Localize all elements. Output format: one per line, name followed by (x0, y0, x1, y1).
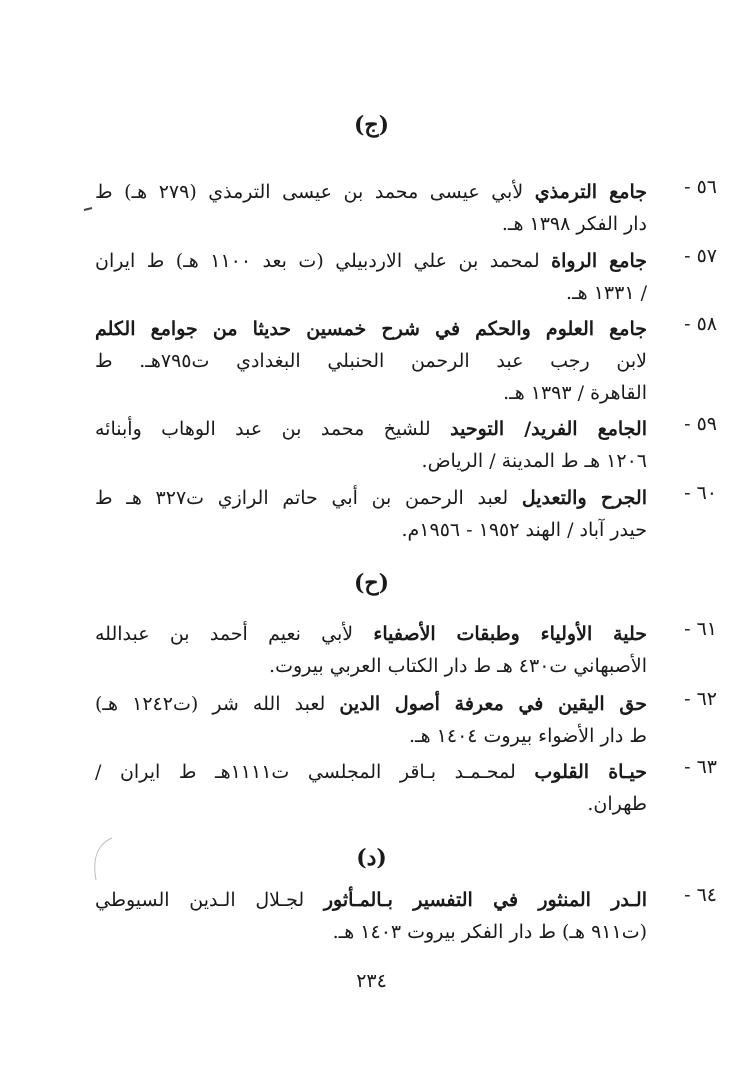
bibliography-entry-59 (95, 413, 717, 477)
entry-line: ١٢٠٦ هـ ط المدينة / الرياض. (421, 450, 647, 472)
entry-title: الـدر المنثور في التفسير بـالمـأثور (323, 889, 647, 911)
section-heading-jeem: (ج) (353, 112, 390, 138)
scan-smudge-mark (86, 834, 116, 884)
entry-number: ٦٤ - (684, 884, 717, 906)
entry-line: حيدر آباد / الهند ١٩٥٢ - ١٩٥٦م. (401, 519, 647, 541)
entry-text: لعبد الرحمن بن أبي حاتم الرازي ت٣٢٧ هـ ط (95, 487, 522, 509)
bibliography-entry-64 (95, 884, 717, 948)
bibliography-entry-60 (95, 482, 717, 546)
entry-line (95, 245, 647, 277)
entry-text: لعبد الله شر (ت١٢٤٢ هـ) (95, 693, 340, 715)
entry-line: دار الفكر ١٣٩٨ هـ. (501, 213, 647, 235)
entry-line: القاهرة / ١٣٩٣ هـ. (503, 382, 647, 404)
entry-line: طهران. (587, 793, 647, 815)
entry-number: ٥٦ - (684, 176, 717, 198)
entry-title: جامع العلوم والحكم في شرح خمسين حديثا من جوامع الكلم (95, 318, 647, 340)
scan-dot-mark (82, 200, 96, 214)
entry-text: لمحـمـد بـاقر المجلسي ت١١١١هـ ط ايران / (95, 761, 535, 783)
entry-line (95, 313, 647, 345)
bibliography-entry-61 (95, 618, 717, 682)
entry-line: الأصبهاني ت٤٣٠ هـ ط دار الكتاب العربي بيروت. (269, 655, 647, 677)
entry-title: جامع الرواة (551, 250, 647, 272)
entry-line: لابن رجب عبد الرحمن الحنبلي البغدادي ت٧٩٥هـ. ط (95, 350, 647, 372)
entry-number: ٥٧ - (684, 245, 717, 267)
entry-line: (ت٩١١ هـ) ط دار الفكر بيروت ١٤٠٣ هـ. (332, 921, 647, 943)
entry-number: ٦٣ - (684, 756, 717, 778)
entry-number: ٦٢ - (684, 688, 717, 710)
entry-number: ٦١ - (684, 618, 717, 640)
entry-text: لجـلال الـدين السيوطي (95, 889, 324, 911)
entry-line (95, 413, 647, 445)
entry-title: حق اليقين في معرفة أصول الدين (339, 693, 647, 715)
entry-line (95, 756, 647, 788)
bibliography-entry-56 (95, 176, 717, 240)
entry-number: ٥٨ - (684, 313, 717, 335)
entry-number: ٦٠ - (684, 482, 717, 504)
entry-line (95, 884, 647, 916)
bibliography-entry-62 (95, 688, 717, 752)
bibliography-entry-58 (95, 313, 717, 409)
bibliography-entry-57 (95, 245, 717, 309)
entry-title: حيـاة القلوب (534, 761, 647, 783)
entry-line (95, 688, 647, 720)
entry-line: ط دار الأضواء بيروت ١٤٠٤ هـ. (409, 725, 647, 747)
entry-line: / ١٣٣١ هـ. (566, 282, 647, 304)
entry-text: لأبي نعيم أحمد بن عبدالله (95, 623, 374, 645)
entry-text: لأبي عيسى محمد بن عيسى الترمذي (٢٧٩ هـ) ط (95, 181, 535, 203)
entry-title: الجرح والتعديل (521, 487, 647, 509)
entry-text: لمحمد بن علي الاردبيلي (ت بعد ١١٠٠ هـ) ط ايران (95, 250, 552, 272)
section-heading-dal: (د) (356, 845, 387, 871)
entry-title: حلية الأولياء وطبقات الأصفياء (373, 623, 647, 645)
entry-line (95, 618, 647, 650)
entry-line (95, 482, 647, 514)
bibliography-entry-63 (95, 756, 717, 820)
entry-title: الجامع الفريد/ التوحيد (450, 418, 647, 440)
section-heading-haa: (ح) (353, 570, 390, 596)
entry-line (95, 176, 647, 208)
entry-text: للشيخ محمد بن عبد الوهاب وأبنائه (95, 418, 451, 440)
page-number: ٢٣٤ (356, 970, 387, 992)
entry-number: ٥٩ - (684, 413, 717, 435)
entry-title: جامع الترمذي (534, 181, 647, 203)
